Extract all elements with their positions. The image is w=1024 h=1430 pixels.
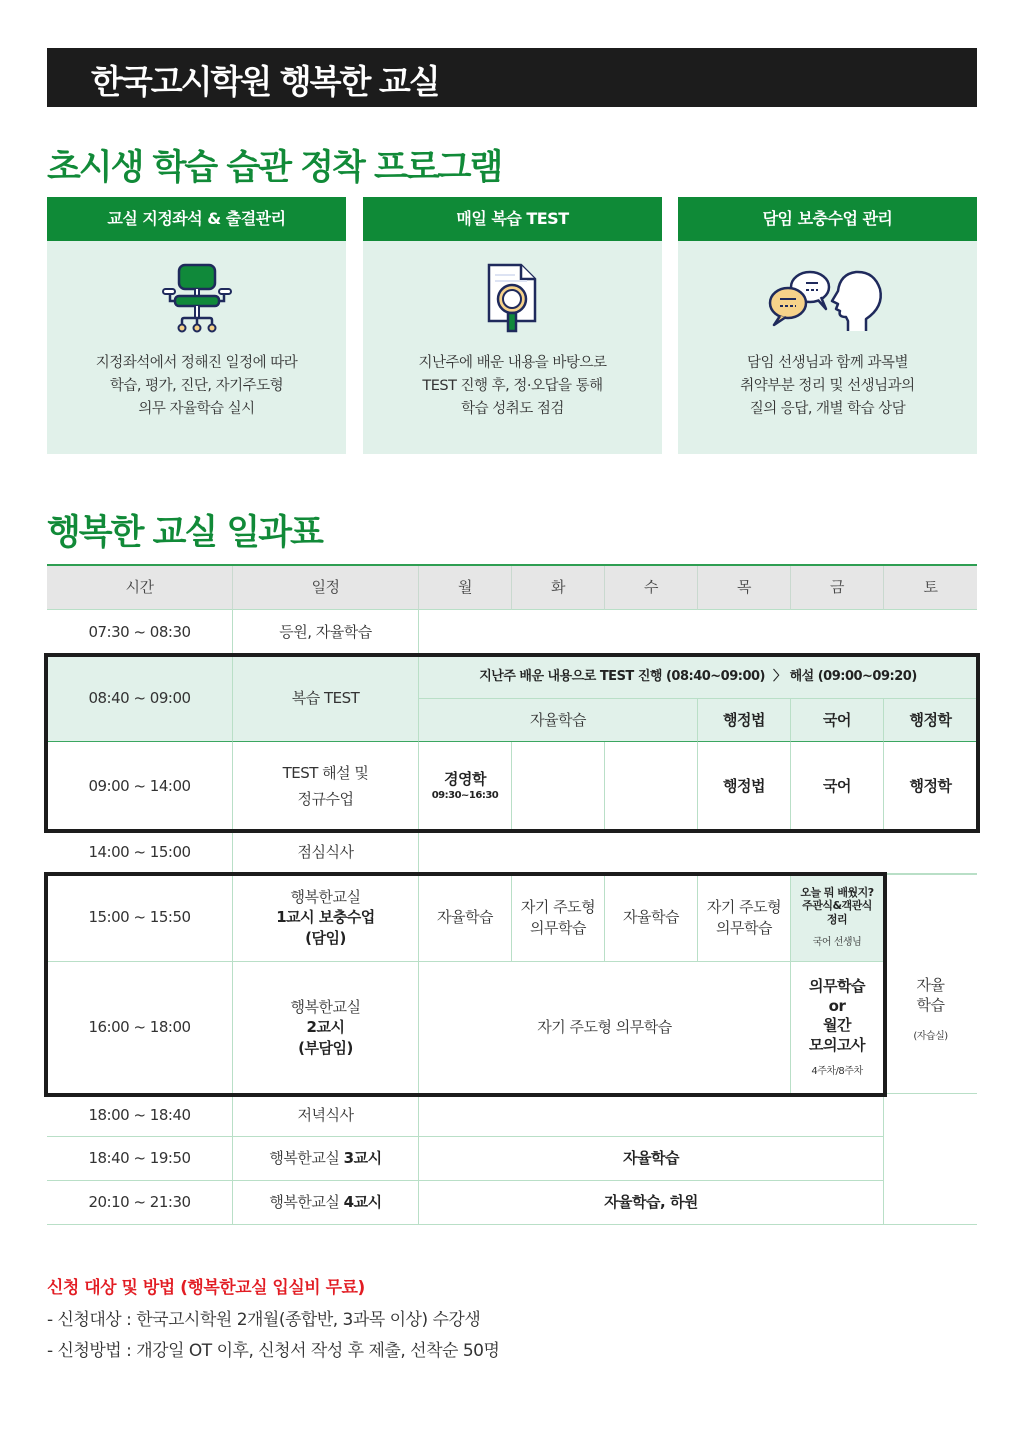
row-plan: 행복한교실 1교시 보충수업 (담임): [233, 874, 419, 962]
schedule-title: 행복한 교실 일과표: [47, 513, 322, 553]
page-title: 한국고시학원 행복한 교실: [91, 62, 439, 101]
cell-sat: 행정학: [884, 742, 977, 831]
cell-sat-afternoon: 자율 학습 (자습실): [884, 874, 977, 1094]
cell-mon-thu: 자기 주도형 의무학습: [419, 962, 791, 1094]
row-plan: 행복한교실 3교시: [233, 1137, 419, 1181]
row-time: 14:00 ~ 15:00: [47, 831, 233, 874]
cell-thu: 자기 주도형 의무학습: [698, 874, 791, 962]
card-description: 지정좌석에서 정해진 일정에 따라 학습, 평가, 진단, 자기주도형 의무 자율학습 실시: [95, 355, 298, 417]
row-time: 18:40 ~ 19:50: [47, 1137, 233, 1181]
row-time: 16:00 ~ 18:00: [47, 962, 233, 1094]
cell-mon: 경영학 09:30~16:30: [419, 742, 512, 831]
row-time: 18:00 ~ 18:40: [47, 1094, 233, 1137]
col-header-fri: 금: [791, 566, 884, 610]
row-plan: TEST 해설 및 정규수업: [233, 742, 419, 831]
card-description: 담임 선생님과 함께 과목별 취약부분 정리 및 선생님과의 질의 응답, 개별 학습 상담: [740, 355, 915, 417]
cell-thu: 행정법: [698, 699, 791, 742]
cell-fri: 국어: [791, 742, 884, 831]
test-banner: 지난주 배운 내용으로 TEST 진행 (08:40~09:00) 〉 해설 (09:00~09:20): [419, 655, 977, 699]
col-header-time: 시간: [47, 566, 233, 610]
header-bar: [47, 48, 977, 107]
cell-thu: 행정법: [698, 742, 791, 831]
row-plan: 행복한교실 2교시 (부담임): [233, 962, 419, 1094]
row-plan: 점심식사: [233, 831, 419, 874]
office-chair-icon: [162, 263, 232, 337]
row-empty: [419, 1094, 884, 1137]
col-header-plan: 일정: [233, 566, 419, 610]
cell-sat: 행정학: [884, 699, 977, 742]
row-plan: 복습 TEST: [233, 655, 419, 742]
apply-title: 신청 대상 및 방법 (행복한교실 입실비 무료): [47, 1278, 365, 1298]
cell-tue: [512, 742, 605, 831]
card-title: 담임 보충수업 관리: [678, 197, 977, 241]
row-empty: [419, 610, 977, 655]
card-title: 매일 복습 TEST: [363, 197, 662, 241]
row-empty: [419, 831, 977, 874]
row-time: 09:00 ~ 14:00: [47, 742, 233, 831]
row-plan: 등원, 자율학습: [233, 610, 419, 655]
speech-bubbles-head-icon: [768, 269, 888, 335]
apply-method: - 신청방법 : 개강일 OT 이후, 신청서 작성 후 제출, 선착순 50명: [47, 1341, 500, 1361]
row-plan: 저녁식사: [233, 1094, 419, 1137]
table-bottom-rule: [884, 1224, 977, 1225]
col-header-thu: 목: [698, 566, 791, 610]
cell-mon-wed: 자율학습: [419, 699, 698, 742]
program-title: 초시생 학습 습관 정착 프로그램: [47, 148, 502, 188]
row-content: 자율학습, 하원: [419, 1181, 884, 1225]
cell-tue: 자기 주도형 의무학습: [512, 874, 605, 962]
row-time: 08:40 ~ 09:00: [47, 655, 233, 742]
row-time: 20:10 ~ 21:30: [47, 1181, 233, 1225]
cell-fri: 의무학습 or 월간 모의고사 4주차/8주차: [791, 962, 884, 1094]
program-card-tutoring: [678, 197, 977, 454]
col-header-mon: 월: [419, 566, 512, 610]
program-card-seat: [47, 197, 346, 454]
row-content: 자율학습: [419, 1137, 884, 1181]
document-magnifier-icon: [483, 263, 543, 339]
col-header-sat: 토: [884, 566, 977, 610]
apply-target: - 신청대상 : 한국고시학원 2개월(종합반, 3과목 이상) 수강생: [47, 1310, 481, 1330]
row-time: 15:00 ~ 15:50: [47, 874, 233, 962]
card-description: 지난주에 배운 내용을 바탕으로 TEST 진행 후, 정·오답을 통해 학습 성취도 점검: [418, 355, 607, 417]
program-card-test: [363, 197, 662, 454]
cell-mon: 자율학습: [419, 874, 512, 962]
row-plan: 행복한교실 4교시: [233, 1181, 419, 1225]
cell-wed: [605, 742, 698, 831]
row-time: 07:30 ~ 08:30: [47, 610, 233, 655]
cell-wed: 자율학습: [605, 874, 698, 962]
col-header-wed: 수: [605, 566, 698, 610]
card-title: 교실 지정좌석 & 출결관리: [47, 197, 346, 241]
cell-fri: 오늘 뭐 배웠지? 주관식&객관식 정리 국어 선생님: [791, 874, 884, 962]
cell-fri: 국어: [791, 699, 884, 742]
col-header-tue: 화: [512, 566, 605, 610]
